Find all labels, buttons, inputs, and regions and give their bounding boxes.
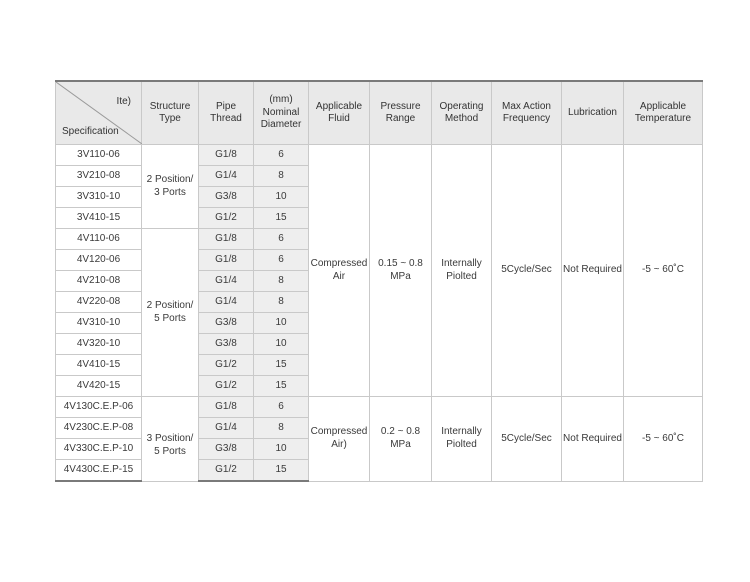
fluid-cell: Compressed Air — [309, 145, 370, 397]
model-cell: 4V110-06 — [56, 229, 142, 250]
pipe-thread-cell: G1/8 — [199, 397, 254, 418]
diameter-cell: 10 — [254, 334, 309, 355]
header-item-specification — [56, 81, 142, 145]
model-cell: 4V410-15 — [56, 355, 142, 376]
table-row — [56, 397, 703, 418]
diameter-cell: 10 — [254, 187, 309, 208]
frequency-cell: 5Cycle/Sec — [492, 145, 562, 397]
model-cell: 3V210-08 — [56, 166, 142, 187]
structure-type-cell: 3 Position/ 5 Ports — [142, 397, 199, 482]
diameter-cell: 15 — [254, 376, 309, 397]
diameter-cell: 10 — [254, 313, 309, 334]
pipe-thread-cell: G1/8 — [199, 250, 254, 271]
diameter-cell: 8 — [254, 166, 309, 187]
pressure-cell: 0.15 ~ 0.8 MPa — [370, 145, 432, 397]
pipe-thread-cell: G1/4 — [199, 271, 254, 292]
pipe-thread-cell: G1/2 — [199, 460, 254, 482]
diameter-cell: 6 — [254, 250, 309, 271]
specification-table — [55, 80, 703, 482]
diameter-cell: 8 — [254, 418, 309, 439]
pipe-thread-cell: G1/4 — [199, 418, 254, 439]
model-cell: 3V310-10 — [56, 187, 142, 208]
frequency-cell: 5Cycle/Sec — [492, 397, 562, 482]
structure-type-cell: 2 Position/ 3 Ports — [142, 145, 199, 229]
pipe-thread-cell: G3/8 — [199, 187, 254, 208]
diameter-cell: 6 — [254, 397, 309, 418]
model-cell: 3V410-15 — [56, 208, 142, 229]
model-cell: 4V420-15 — [56, 376, 142, 397]
pipe-thread-cell: G3/8 — [199, 334, 254, 355]
temperature-cell: -5 ~ 60˚C — [624, 397, 703, 482]
model-cell: 4V210-08 — [56, 271, 142, 292]
model-cell: 4V320-10 — [56, 334, 142, 355]
diameter-cell: 10 — [254, 439, 309, 460]
pipe-thread-cell: G3/8 — [199, 313, 254, 334]
fluid-cell: Compressed Air) — [309, 397, 370, 482]
diameter-cell: 6 — [254, 229, 309, 250]
method-cell: Internally Piolted — [432, 397, 492, 482]
model-cell: 4V120-06 — [56, 250, 142, 271]
model-cell: 3V110-06 — [56, 145, 142, 166]
header-lubrication: Lubrication — [562, 81, 624, 145]
diameter-cell: 15 — [254, 208, 309, 229]
temperature-cell: -5 ~ 60˚C — [624, 145, 703, 397]
pipe-thread-cell: G1/8 — [199, 229, 254, 250]
header-item-label: Ite) — [116, 96, 131, 107]
pipe-thread-cell: G1/2 — [199, 208, 254, 229]
pipe-thread-cell: G3/8 — [199, 439, 254, 460]
diameter-cell: 6 — [254, 145, 309, 166]
pipe-thread-cell: G1/2 — [199, 376, 254, 397]
structure-type-cell: 2 Position/ 5 Ports — [142, 229, 199, 397]
header-structure-type: Structure Type — [142, 81, 199, 145]
lubrication-cell: Not Required — [562, 397, 624, 482]
pipe-thread-cell: G1/8 — [199, 145, 254, 166]
model-cell: 4V310-10 — [56, 313, 142, 334]
header-pipe-thread: Pipe Thread — [199, 81, 254, 145]
diameter-cell: 15 — [254, 460, 309, 482]
header-operating-method: Operating Method — [432, 81, 492, 145]
diameter-cell: 8 — [254, 292, 309, 313]
header-max-action-frequency: Max Action Frequency — [492, 81, 562, 145]
header-nominal-diameter: (mm) Nominal Diameter — [254, 81, 309, 145]
header-spec-label: Specification — [62, 125, 119, 137]
pipe-thread-cell: G1/4 — [199, 292, 254, 313]
header-applicable-fluid: Applicable Fluid — [309, 81, 370, 145]
diameter-cell: 8 — [254, 271, 309, 292]
header-pressure-range: Pressure Range — [370, 81, 432, 145]
header-applicable-temperature: Applicable Temperature — [624, 81, 703, 145]
pipe-thread-cell: G1/2 — [199, 355, 254, 376]
header-row — [56, 81, 703, 145]
model-cell: 4V220-08 — [56, 292, 142, 313]
pipe-thread-cell: G1/4 — [199, 166, 254, 187]
method-cell: Internally Piolted — [432, 145, 492, 397]
pressure-cell: 0.2 ~ 0.8 MPa — [370, 397, 432, 482]
diameter-cell: 15 — [254, 355, 309, 376]
model-cell: 4V230C.E.P-08 — [56, 418, 142, 439]
table-row — [56, 145, 703, 166]
model-cell: 4V330C.E.P-10 — [56, 439, 142, 460]
model-cell: 4V430C.E.P-15 — [56, 460, 142, 482]
lubrication-cell: Not Required — [562, 145, 624, 397]
model-cell: 4V130C.E.P-06 — [56, 397, 142, 418]
